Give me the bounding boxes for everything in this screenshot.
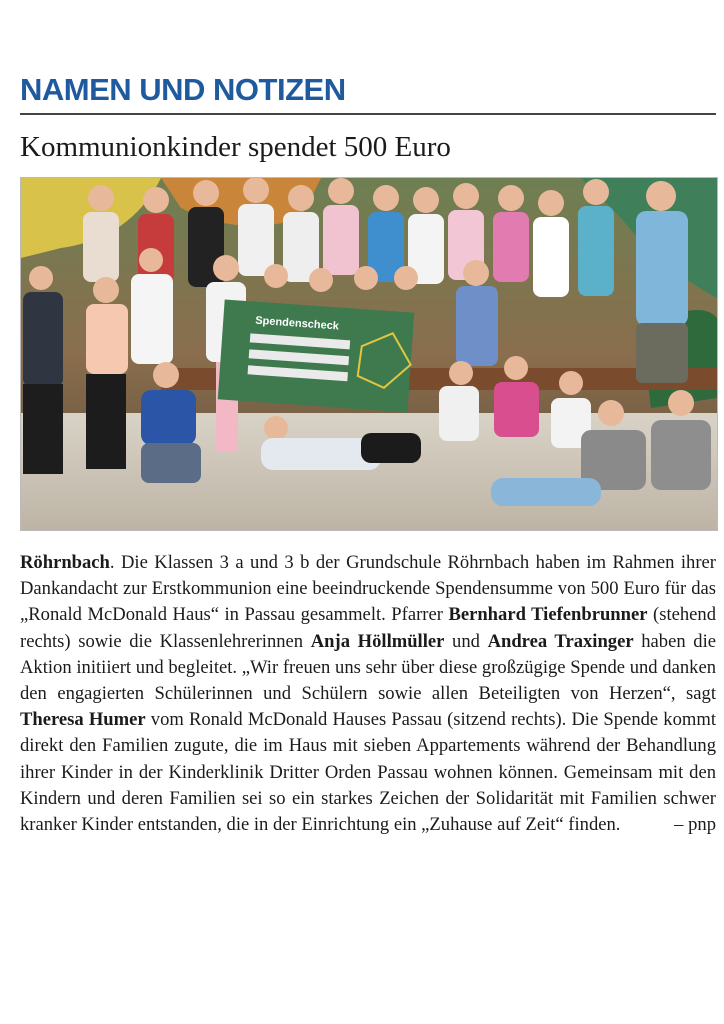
article-text-run: und xyxy=(444,630,488,652)
article-name-bold: Anja Höllmüller xyxy=(310,630,445,652)
article-dateline: Röhrnbach xyxy=(20,552,110,573)
article-text-run: vom Ronald McDonald Hauses Passau (sitzend rechts). Die Spende kommt direkt den Familien zugute, die im Haus mit sieben Appartements während der Behandlung ihrer Kinder in der Kinderklinik Dritter Orden Passau wohnen können. Gemeinsam mit den Kindern und deren Familien sei so ein starkes Zeichen der Solidarität mit Familien schwer kranker Kinder entstanden, die in der Einrichtung ein „Zuhause auf Zeit“ finden. xyxy=(20,709,716,836)
article-name-bold: Andrea Traxinger xyxy=(487,630,634,652)
article-credit: – pnp xyxy=(674,814,716,836)
article-name-bold: Theresa Humer xyxy=(20,709,146,731)
section-divider xyxy=(20,113,716,115)
article-text-run: (stehend rechts) sowie die Klassenlehrerinnen xyxy=(20,604,717,652)
article-body xyxy=(20,550,716,838)
article-headline: Kommunionkinder spendet 500 Euro xyxy=(20,131,451,163)
article-text xyxy=(20,552,716,835)
cheque-label: Spendenscheck xyxy=(254,314,340,333)
article-text-run: haben die Aktion initiiert und begleitet. „Wir freuen uns sehr über diese großzügige Spende und danken den engagierten Schülerinnen und Schülern sowie allen Beteiligten von Herzen“, sagt xyxy=(20,630,716,705)
section-title: NAMEN UND NOTIZEN xyxy=(20,72,346,107)
cheque-icon xyxy=(218,299,415,412)
photo-group-of-children xyxy=(21,178,717,530)
article-photo xyxy=(20,177,718,531)
article-name-bold: Bernhard Tiefenbrunner xyxy=(448,604,648,626)
article-text-run: . Die Klassen 3 a und 3 b der Grundschule Röhrnbach haben im Rahmen ihrer Dankandacht zur Erstkommunion eine beeindruckende Spendensumme von 500 Euro für das „Ronald McDonald Haus“ in Passau gesammelt. Pfarrer xyxy=(20,552,716,626)
